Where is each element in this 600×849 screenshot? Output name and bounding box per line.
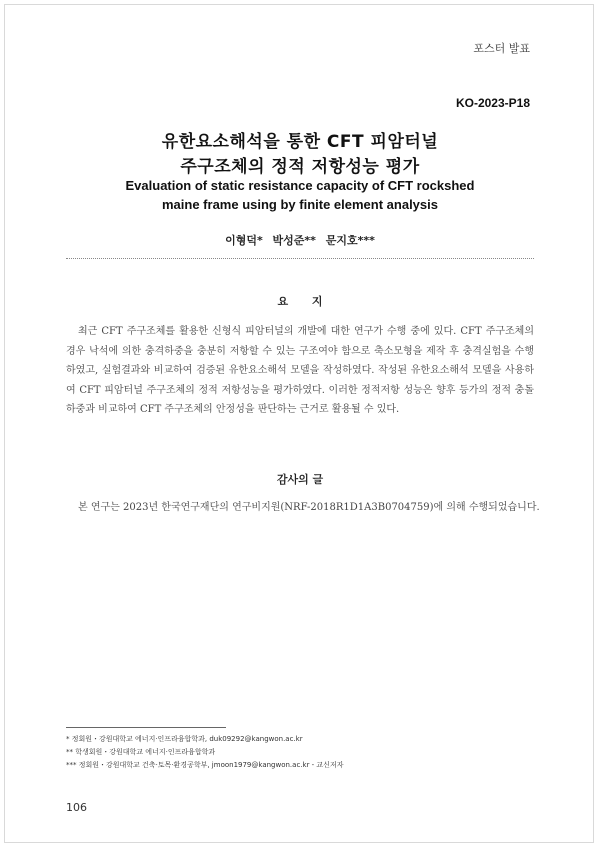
footnote-divider	[66, 727, 226, 728]
acknowledgement-body: 본 연구는 2023년 한국연구재단의 연구비지원(NRF-2018R1D1A3B0704759)에 의해 수행되었습니다.	[78, 502, 540, 513]
footnote-item: * 정회원・강원대학교 에너지·인프라융합학과, duk09292@kangwon.ac.kr	[66, 735, 303, 743]
authors: 이형덕* 박성준** 문지호***	[225, 234, 375, 247]
footnotes	[66, 733, 546, 772]
acknowledgement-heading: 감사의 글	[276, 473, 324, 486]
title-korean-line-2: 주구조체의 정적 저항성능 평가	[180, 157, 420, 177]
page-number: 106	[66, 801, 87, 814]
title-english-line-2: maine frame using by finite element analysis	[162, 197, 438, 212]
section-label: 포스터 발표	[473, 42, 530, 55]
footnote-item: *** 정회원・강원대학교 건축·토목·환경공학부, jmoon1979@kangwon.ac.kr - 교신저자	[66, 761, 344, 769]
title-korean-line-1: 유한요소해석을 통한 CFT 피암터널	[161, 132, 439, 152]
abstract-body: 최근 CFT 주구조체를 활용한 신형식 피암터널의 개발에 대한 연구가 수행 중에 있다. CFT 주구조체의 경우 낙석에 의한 충격하중을 충분히 저항할 수 있는 구조여야 함으로 축소모형을 제작 후 충격실험을 수행하였고, 실험결과와 비교하여 검증된 유한요소해석 모델을 작성하였다. 작성된 유한요소해석 모델을 사용하여 CFT 피암터널 주구조체의 정적 저항성능을 평가하였다. 이러한 정적저항 성능은 향후 등가의 정적 충돌하중과 비교하여 CFT 주구조체의 안정성을 판단하는 근거로 활용될 수 있다.	[66, 326, 534, 415]
paper-code: KO-2023-P18	[455, 96, 530, 110]
footnote-item: ** 학생회원・강원대학교 에너지·인프라융합학과	[66, 748, 216, 756]
divider	[66, 258, 534, 259]
title-english-line-1: Evaluation of static resistance capacity of CFT rockshed	[125, 178, 475, 193]
abstract-heading: 요 지	[277, 295, 333, 308]
